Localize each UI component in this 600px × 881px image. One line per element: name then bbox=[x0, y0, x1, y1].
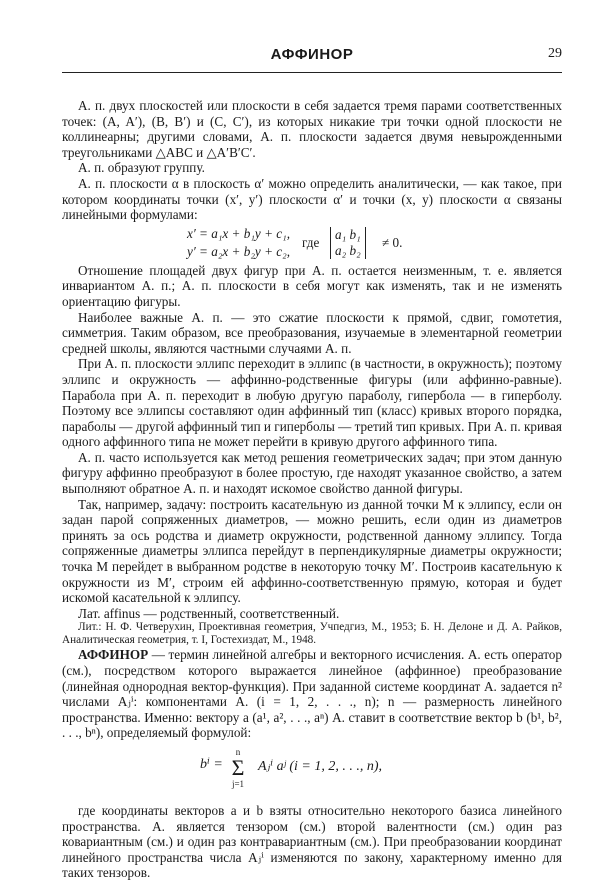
paragraph-5: Наиболее важные А. п. — это сжатие плоскости к прямой, сдвиг, гомотетия, симметрия. Таким образом, все преобразования, изучаемые в элементарной геометрии средней школы, являются частными случаями А. п. bbox=[62, 309, 562, 356]
formula-equations bbox=[187, 225, 290, 261]
sum-formula bbox=[62, 747, 562, 797]
not-equal-zero: ≠ 0. bbox=[382, 234, 403, 250]
linear-formulas bbox=[62, 225, 562, 261]
header-rule bbox=[62, 72, 562, 73]
determinant-row-1: a₁ b₁ bbox=[335, 226, 361, 242]
literature-reference: Лит.: Н. Ф. Четверухин, Проективная геометрия, Учпедгиз, М., 1953; Б. Н. Делоне и Д. А. Райков, Аналитическая геометрия, т. I, Гостехиздат, М., 1948. bbox=[62, 621, 562, 647]
determinant-row-2: a₂ b₂ bbox=[335, 242, 361, 258]
running-title: АФФИНОР bbox=[270, 46, 354, 63]
article-body bbox=[62, 98, 562, 881]
paragraph-11: где координаты векторов a и b взяты относительно некоторого базиса линейного пространства. А. является тензором (см.) второй валентности (см.) один раз ковариантным (см.) и один раз контравариантным (см.). При преобразовании координат линейного пространства числа Aⱼⁱ изменяются по закону, характерному именно для таких тензоров. bbox=[62, 802, 562, 881]
paragraph-4: Отношение площадей двух фигур при А. п. остается неизменным, т. е. является инвариантом А. п.; А. п. плоскости в себя могут как изменять, так и не изменять ориентацию фигуры. bbox=[62, 262, 562, 309]
paragraph-6: При А. п. плоскости эллипс переходит в эллипс (в частности, в окружность); поэтому эллипс и окружность — аффинно-родственные фигуры (или аффинно-равные). Парабола при А. п. переходит в любую другую параболу, гипербола — в гиперболу. Поэтому все эллипсы составляют один аффинный тип (класс) кривых второго порядка, параболы — другой аффинный тип и гиперболы — третий тип кривых. При А. п. кривая одного аффинного типа не может перейти в кривую другого аффинного типа. bbox=[62, 356, 562, 450]
paragraph-7: А. п. часто используется как метод решения геометрических задач; при этом данную фигуру аффинно преобразуют в более простую, где находят указанное свойство, а затем выполняют обратное А. п. и находят искомое свойство данной фигуры. bbox=[62, 449, 562, 497]
page-header bbox=[62, 46, 562, 70]
sum-lower-limit: j=1 bbox=[231, 778, 245, 789]
determinant bbox=[330, 227, 366, 259]
entry-headword: АФФИНОР bbox=[78, 647, 149, 663]
paragraph-9: Лат. affinus — родственный, соответственный. bbox=[78, 605, 340, 621]
entry-text: — термин линейной алгебры и векторного исчисления. А. есть оператор (см.), посредством которого выражается линейное (аффинное) преобразование (линейная однородная вектор-функция). При заданной системе координат А. задается n² числами Aⱼⁱ: компонентами А. (i = 1, 2, . . ., n); n — размерность линейного пространства. Именно: вектору a (a¹, a², . . ., aⁿ) А. ставит в соответствие вектор b (b¹, b², . . ., bⁿ), определяемый формулой: bbox=[62, 647, 562, 741]
paragraph-2: А. п. образуют группу. bbox=[78, 160, 205, 176]
paragraph-8: Так, например, задачу: построить касательную из данной точки M к эллипсу, если он задан парой сопряженных диаметров, — можно решить, если один из диаметров принять за ось родства и диаметр окружности, родственной данному эллипсу. Тогда сопряженные диаметры эллипса перейдут в перпендикулярные диаметры окружности; точка M перейдет в выбранном родстве в некоторую точку M′. Построив касательную к окружности из M′, строим ей аффинно-соответственную прямую, которая и будет искомой касательной к эллипсу. bbox=[62, 496, 562, 606]
sum-formula-lhs: bⁱ = bbox=[200, 756, 223, 772]
formula-line-2: y′ = a₂x + b₂y + c₂, bbox=[187, 243, 291, 259]
sigma-symbol: Σ bbox=[231, 754, 245, 780]
sum-upper-limit: n bbox=[235, 746, 241, 757]
page-number: 29 bbox=[548, 46, 562, 61]
paragraph-3: А. п. плоскости α в плоскость α′ можно определить аналитически, — как такое, при котором координаты точки (x′, y′) плоскости α′ и точки (x, y) плоскости α связаны линейными формулами: bbox=[62, 175, 562, 223]
summation bbox=[228, 747, 248, 789]
paragraph-1: А. п. двух плоскостей или плоскости в себя задается тремя парами соответственных точек: (A, A′), (B, B′) и (C, C′), из которых никакие три точки одной плоскости не коллинеарны; другими словами, А. п. плоскости задается двумя невырожденными треугольниками △ABC и △A′B′C′. bbox=[62, 98, 562, 160]
formula-line-1: x′ = a₁x + b₁y + c₁, bbox=[187, 225, 291, 241]
formula-where: где bbox=[302, 234, 320, 250]
sum-formula-rhs: Aⱼⁱ aʲ (i = 1, 2, . . ., n), bbox=[258, 758, 383, 774]
paragraph-10 bbox=[62, 647, 562, 741]
